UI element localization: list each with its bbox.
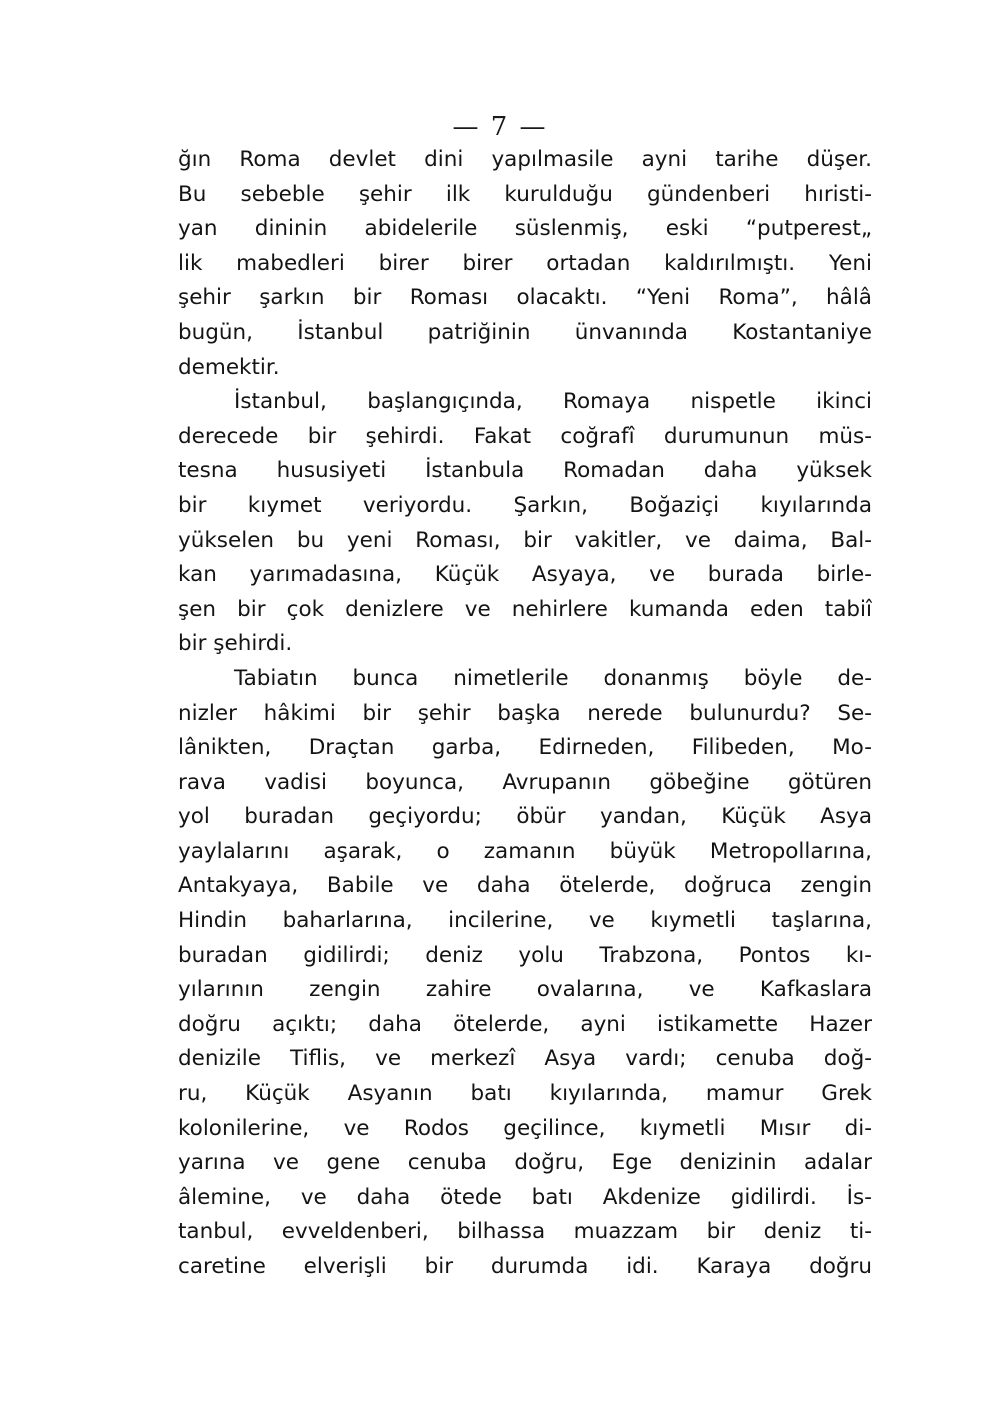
text-line: Tabiatın bunca nimetlerile donanmış böyle de- [234,665,872,691]
text-line: doğru açıktı; daha ötelerde, ayni istikamette Hazer [178,1011,872,1037]
text-line: bugün, İstanbul patriğinin ünvanında Kostantaniye [178,319,872,345]
text-line: kan yarımadasına, Küçük Asyaya, ve burada birle- [178,562,872,588]
text-line: bir kıymet veriyordu. Şarkın, Boğaziçi kıyılarında [178,492,872,518]
text-line: bir şehirdi. [178,631,293,657]
text-line: tesna hususiyeti İstanbula Romadan daha yüksek [178,458,872,484]
text-line: denizile Tiflis, ve merkezî Asya vardı; cenuba doğ- [178,1046,872,1072]
text-line: yol buradan geçiyordu; öbür yandan, Küçük Asya [178,804,872,830]
text-line: İstanbul, başlangıçında, Romaya nispetle ikinci [234,389,872,415]
text-line: yarına ve gene cenuba doğru, Ege denizinin adalar [178,1150,872,1176]
text-line: tanbul, evveldenberi, bilhassa muazzam bir deniz ti- [178,1219,872,1245]
text-line: yaylalarını aşarak, o zamanın büyük Metropollarına, [178,838,872,864]
text-line: şen bir çok denizlere ve nehirlere kumanda eden tabiî [178,596,872,622]
text-line: demektir. [178,354,280,380]
text-line: Bu sebeble şehir ilk kurulduğu gündenberi hıristi- [178,181,872,207]
text-line: lânikten, Draçtan garba, Edirneden, Filibeden, Mo- [178,735,872,761]
text-line: şehir şarkın bir Roması olacaktı. “Yeni Roma”, hâlâ [178,285,872,311]
text-line: rava vadisi boyunca, Avrupanın göbeğine götüren [178,769,872,795]
text-line: buradan gidilirdi; deniz yolu Trabzona, Pontos kı- [178,942,872,968]
page-number: — 7 — [452,112,548,142]
body-text [178,143,872,1285]
text-line: âlemine, ve daha ötede batı Akdenize gidilirdi. İs- [178,1184,872,1210]
text-line: kolonilerine, ve Rodos geçilince, kıymetli Mısır di- [178,1115,872,1141]
text-line: yılarının zengin zahire ovalarına, ve Kafkaslara [178,977,872,1003]
text-line: Hindin baharlarına, incilerine, ve kıymetli taşlarına, [178,908,872,934]
text-line: lik mabedleri birer birer ortadan kaldırılmıştı. Yeni [178,250,872,276]
text-line: yan dininin abidelerile süslenmiş, eski “putperest„ [178,216,872,242]
text-line: derecede bir şehirdi. Fakat coğrafî durumunun müs- [178,423,872,449]
text-line: Antakyaya, Babile ve daha ötelerde, doğruca zengin [178,873,872,899]
text-line: ru, Küçük Asyanın batı kıyılarında, mamur Grek [178,1081,872,1107]
text-line: caretine elverişli bir durumda idi. Karaya doğru [178,1254,872,1279]
text-line: nizler hâkimi bir şehir başka nerede bulunurdu? Se- [178,700,872,726]
text-line: yükselen bu yeni Roması, bir vakitler, ve daima, Bal- [178,527,872,553]
text-line: ğın Roma devlet dini yapılmasile ayni tarihe düşer. [178,147,872,172]
